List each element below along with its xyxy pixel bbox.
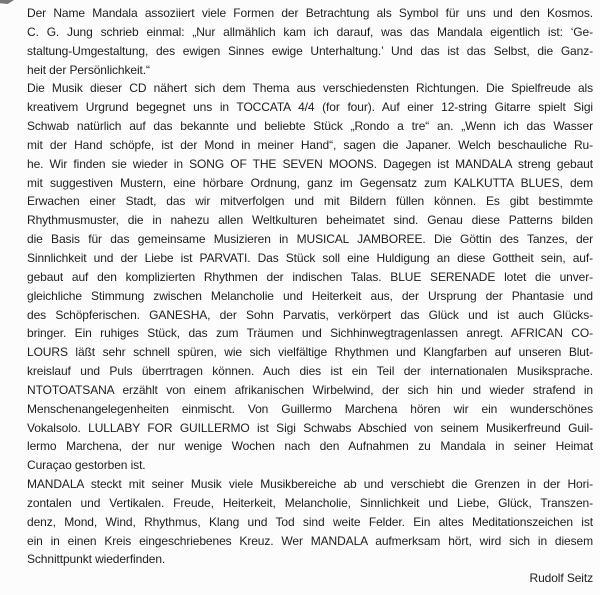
text-line: Schwab natürlich auf das bekannte und beliebte Stück „Rondo a tre“ an. „Wenn ich das Wasser [27,119,593,134]
text-line: Sinnlichkeit und der Liebe ist PARVATI. Das Stück soll eine Huldigung an diese Gottheit sein, auf- [27,250,593,265]
text-line: die Basis für das gemeinsame Musizieren in MUSICAL JAMBOREE. Die Göttin des Tanzes, der [27,232,593,247]
text-line: NTOTOATSANA erzählt von einem afrikanischen Wirbelwind, der sich hin und wieder strafend in [27,382,593,397]
text-line: gleichliche Stimmung zwischen Melancholie und Heiterkeit aus, der Ursprung der Phantasie und [27,288,593,303]
text-line: Erwachen einer Stadt, das wir mitverfolgen und mit Bildern füllen können. Es gibt bestimmte [27,194,593,209]
liner-notes-text [27,4,593,588]
scan-mark-decoration [0,0,14,4]
text-line: lermo Marchena, der nur wenige Wochen nach den Aufnahmen zu Mandala in seiner Heimat [27,439,593,454]
text-line: Vokalsolo. LULLABY FOR GUILLERMO ist Sigi Schwabs Abschied von seinem Musikerfreund Guil- [27,420,593,435]
text-line: C. G. Jung schrieb einmal: „Nur allmählich kam ich darauf, was das Mandala eigentlich ist: ‘Ge- [27,24,593,39]
text-line: Menschenangelegenheiten einmischt. Von Guillermo Marchena hören wir ein wunderschönes [27,401,593,416]
text-line: ein in einen Kreis eingeschriebenes Kreuz. Wer MANDALA aufmerksam hört, wird sich in diesem [27,533,593,548]
text-line: Die Musik dieser CD nähert sich dem Thema aus verschiedensten Richtungen. Die Spielfreude als [27,81,593,96]
text-line: gebaut auf den komplizierten Rhythmen der indischen Talas. BLUE SERENADE lotet die unver- [27,269,593,284]
text-line: zontalen und Vertikalen. Freude, Heiterkeit, Melancholie, Sinnlichkeit und Liebe, Glück, Transzen- [27,495,593,510]
text-line: bringer. Ein ruhiges Stück, das zum Träumen und Sichhinwegtragenlassen anregt. AFRICAN CO- [27,326,593,341]
text-line: Curaçao gestorben ist. [27,458,146,473]
author-signature: Rudolf Seitz [529,571,593,586]
text-line: mit suggestiven Mustern, eine hörbare Ordnung, ganz im Gegensatz zum KALKUTTA BLUES, dem [27,175,593,190]
text-line: denz, Mond, Wind, Rhythmus, Klang und Tod sind weite Felder. Ein altes Meditationszeichen ist [27,514,593,529]
text-line: MANDALA steckt mit seiner Musik viele Musikbereiche ab und verschiebt die Grenzen in der Hori- [27,477,593,492]
text-line: kreislauf und Puls überrtragen können. Auch dies ist ein Teil der internationalen Musiksprache. [27,364,593,379]
text-line: Schnittpunkt wiederfinden. [27,552,166,567]
text-line: staltung-Umgestaltung, des ewigen Sinnes ewige Unterhaltung.’ Und das ist das Selbst, die Ganz- [27,43,593,58]
text-line: he. Wir finden sie wieder in SONG OF THE SEVEN MOONS. Dagegen ist MANDALA streng gebaut [27,156,593,171]
text-line: LOURS läßt sehr schnell spüren, wie sich vielfältige Rhythmen und Klangfarben auf unseren Blut- [27,345,593,360]
text-line: des Schöpferischen. GANESHA, der Sohn Parvatis, verkörpert das Glück und ist auch Glücks- [27,307,593,322]
text-line: kreativem Urgrund begegnet uns in TOCCATA 4/4 (for four). Auf einer 12-string Gitarre spielt Sigi [27,100,593,115]
text-line: Rhythmusmuster, die in nahezu allen Weltkulturen beheimatet sind. Genau diese Patterns bilden [27,213,593,228]
text-line: Der Name Mandala assoziiert viele Formen der Betrachtung als Symbol für uns und den Kosmos. [27,6,593,20]
text-line: mit der Hand schöpfe, ist der Mond in meiner Hand“, sagen die Japaner. Welch beschauliche Ru- [27,137,593,152]
text-line: heit der Persönlichkeit.“ [27,62,150,77]
